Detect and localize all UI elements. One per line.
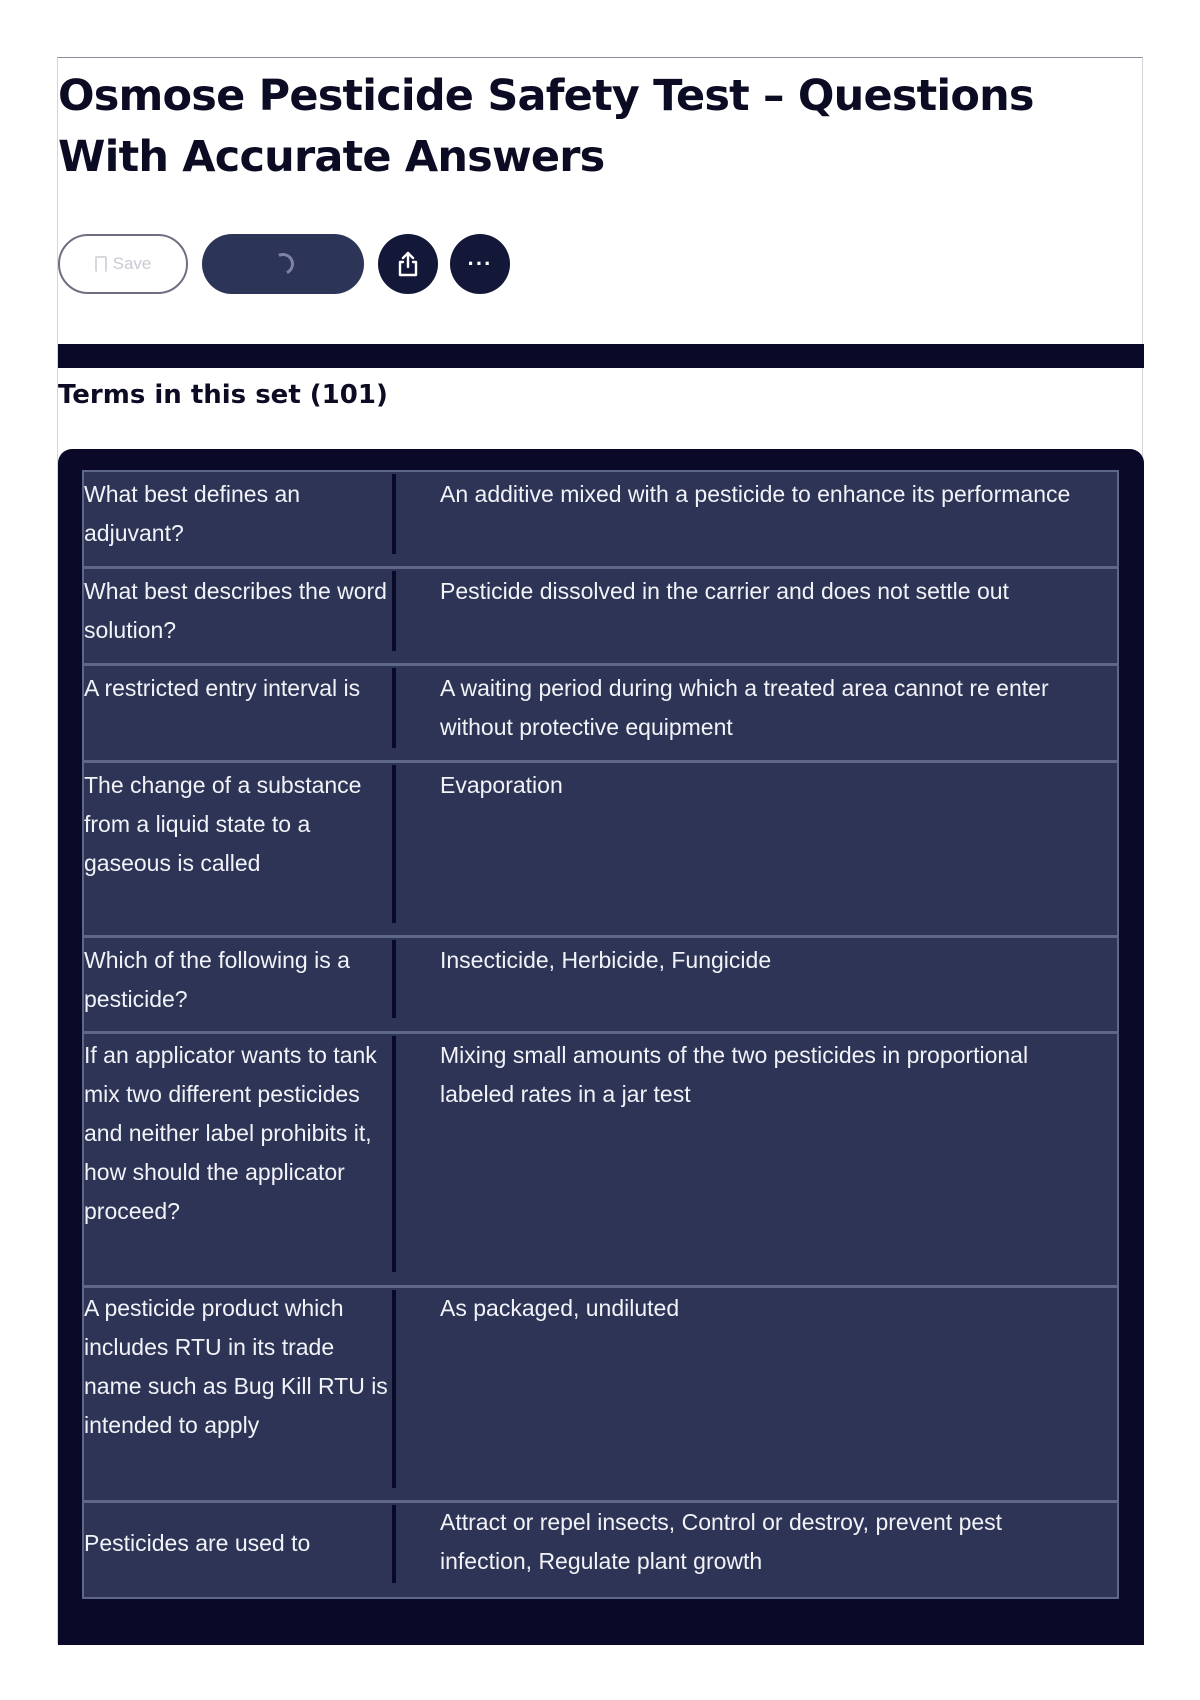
primary-action-button[interactable] — [202, 234, 364, 294]
card-separator — [392, 571, 396, 651]
term-answer: Pesticide dissolved in the carrier and does not settle out — [440, 578, 1009, 604]
term-card[interactable] — [82, 1501, 1119, 1599]
term-question: The change of a substance from a liquid state to a gaseous is called — [84, 772, 362, 876]
save-button[interactable] — [58, 234, 188, 294]
card-separator — [392, 668, 396, 748]
more-options-button[interactable] — [450, 234, 510, 294]
card-separator — [392, 474, 396, 554]
term-question: What best describes the word solution? — [84, 578, 387, 643]
action-bar — [58, 234, 658, 294]
term-answer: A waiting period during which a treated area cannot re enter without protective equipment — [440, 675, 1049, 740]
term-answer: Insecticide, Herbicide, Fungicide — [440, 947, 772, 973]
term-question: A restricted entry interval is — [84, 675, 361, 701]
more-icon: ··· — [467, 251, 493, 276]
loading-spinner-icon — [269, 250, 297, 278]
term-card[interactable] — [82, 664, 1119, 762]
term-answer: Evaporation — [440, 772, 563, 798]
share-button[interactable] — [378, 234, 438, 294]
card-separator — [392, 1290, 396, 1488]
term-answer: An additive mixed with a pesticide to enhance its performance — [440, 481, 1071, 507]
term-card[interactable] — [82, 936, 1119, 1033]
term-answer: Mixing small amounts of the two pesticides in proportional labeled rates in a jar test — [440, 1042, 1029, 1107]
term-answer: As packaged, undiluted — [440, 1295, 680, 1321]
term-card[interactable] — [82, 470, 1119, 568]
term-question: What best defines an adjuvant? — [84, 481, 301, 546]
page-title: Osmose Pesticide Safety Test – Questions With Accurate Answers — [58, 71, 1034, 182]
save-label: Save — [112, 254, 152, 273]
term-card[interactable] — [82, 761, 1119, 937]
term-card[interactable] — [82, 1286, 1119, 1502]
term-question: Which of the following is a pesticide? — [84, 947, 350, 1012]
section-divider — [58, 344, 1144, 368]
card-separator — [392, 940, 396, 1018]
card-separator — [392, 1505, 396, 1583]
study-set-page — [57, 57, 1143, 1644]
bookmark-icon — [95, 256, 107, 272]
term-question: If an applicator wants to tank mix two different pesticides and neither label prohibits it, how should the applicator proceed? — [84, 1042, 377, 1224]
card-separator — [392, 1036, 396, 1272]
term-question: Pesticides are used to — [84, 1530, 311, 1556]
terms-heading: Terms in this set (101) — [58, 380, 388, 410]
term-card[interactable] — [82, 567, 1119, 665]
share-icon — [395, 250, 421, 278]
term-answer: Attract or repel insects, Control or destroy, prevent pest infection, Regulate plant growth — [440, 1509, 1003, 1574]
card-separator — [392, 765, 396, 923]
terms-list — [58, 449, 1144, 1645]
term-card[interactable] — [82, 1032, 1119, 1287]
term-question: A pesticide product which includes RTU in its trade name such as Bug Kill RTU is intended to apply — [84, 1295, 388, 1438]
